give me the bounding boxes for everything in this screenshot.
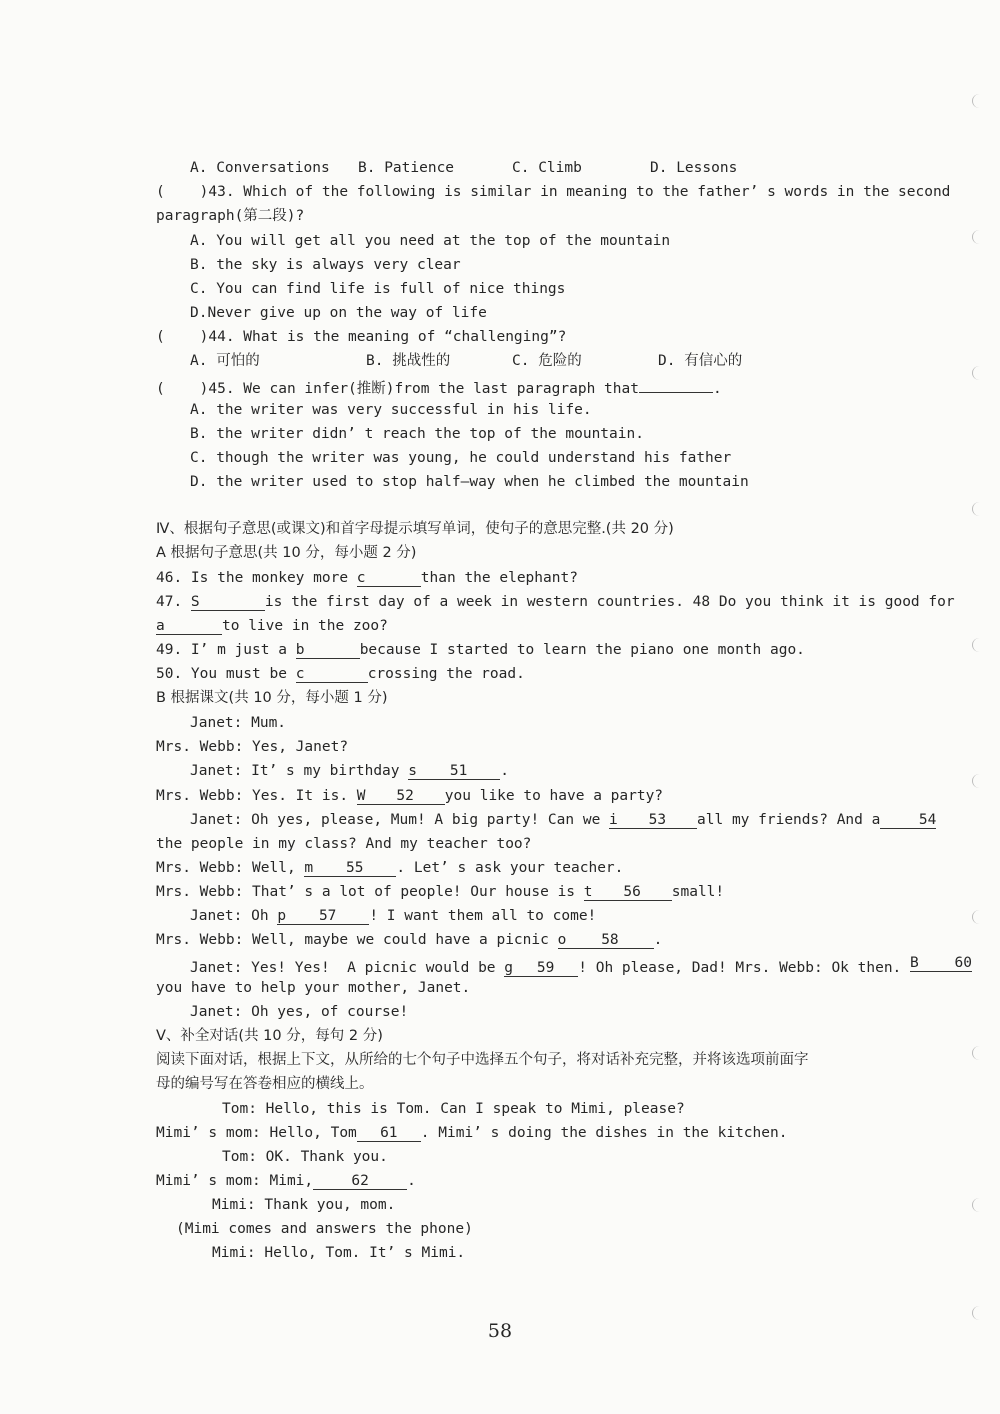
binding-mark xyxy=(972,1306,987,1320)
dialog1-line: you have to help your mother, Janet. xyxy=(156,980,471,996)
dialog1-line: Janet: Oh yes, of course! xyxy=(190,1004,409,1020)
blank-59[interactable] xyxy=(504,959,578,977)
dialog1-text-mid: all my friends? And a xyxy=(697,812,881,828)
q44-stem: ( )44. What is the meaning of “challenging”? xyxy=(156,329,567,345)
blank-60-initial: B xyxy=(910,955,919,971)
blank-58-number: 58 xyxy=(601,932,619,948)
q50-blank[interactable] xyxy=(296,665,368,683)
q50 xyxy=(156,664,896,684)
dialog1-text: Mrs. Webb: That’ s a lot of people! Our house is xyxy=(156,884,584,900)
blank-52-number: 52 xyxy=(396,788,414,804)
dialog2-line: Mimi: Hello, Tom. It’ s Mimi. xyxy=(212,1245,466,1261)
blank-61-number: 61 xyxy=(380,1125,398,1141)
dialog1-text: Mrs. Webb: Well, maybe we could have a picnic xyxy=(156,932,558,948)
q44-option-b: B. 挑战性的 xyxy=(366,353,451,369)
q45-answer-blank[interactable] xyxy=(639,375,713,393)
dialog1-text-end: ! I want them all to come! xyxy=(369,908,597,924)
q47-initial: S xyxy=(190,594,200,610)
binding-mark xyxy=(972,1046,987,1060)
q45-option-b: B. the writer didn’ t reach the top of the mountain. xyxy=(190,426,644,442)
section-4b-title: B 根据课文(共 10 分，每小题 1 分) xyxy=(156,690,388,706)
q42-option-b: B. Patience xyxy=(358,160,455,176)
dialog2-line: Tom: Hello, this is Tom. Can I speak to Mimi, please? xyxy=(222,1101,685,1117)
dialog1-text-end: . xyxy=(500,763,509,779)
blank-62[interactable] xyxy=(313,1172,407,1190)
q43-stem-cont: paragraph(第二段)? xyxy=(156,208,305,224)
blank-51[interactable] xyxy=(408,762,500,780)
blank-52-initial: W xyxy=(356,788,366,804)
blank-58[interactable] xyxy=(558,931,654,949)
blank-51-initial: s xyxy=(408,763,417,779)
q44-option-a: A. 可怕的 xyxy=(190,353,260,369)
dialog1-text: Mrs. Webb: Yes. It is. xyxy=(156,788,357,804)
blank-61[interactable] xyxy=(357,1124,421,1142)
dialog1-line-51 xyxy=(190,761,930,781)
dialog2-line: Mimi: Thank you, mom. xyxy=(212,1197,396,1213)
q49 xyxy=(156,640,896,660)
q42-option-a: A. Conversations xyxy=(190,160,330,176)
q45-stem-end: . xyxy=(712,381,722,397)
q42-option-c: C. Climb xyxy=(512,160,582,176)
binding-mark xyxy=(972,366,987,380)
q50-text-end: crossing the road. xyxy=(367,666,525,682)
dialog1-line-55 xyxy=(156,858,896,878)
q50-initial: c xyxy=(295,666,305,682)
binding-mark xyxy=(972,94,987,108)
section-4-title: Ⅳ、根据句子意思(或课文)和首字母提示填写单词，使句子的意思完整.(共 20 分) xyxy=(156,521,674,537)
dialog1-text-mid: ! Oh please, Dad! Mrs. Webb: Ok then. xyxy=(578,960,911,976)
q48-initial: a xyxy=(156,618,165,634)
blank-53[interactable] xyxy=(609,811,697,829)
q49-blank[interactable] xyxy=(296,641,360,659)
dialog1-text: Janet: Oh yes, please, Mum! A big party! Can we xyxy=(190,812,610,828)
dialog1-text-end: you like to have a party? xyxy=(444,788,664,804)
blank-60[interactable] xyxy=(910,954,972,972)
q42-options xyxy=(190,158,930,178)
q48 xyxy=(156,616,896,636)
q48-blank[interactable] xyxy=(156,617,222,635)
blank-57-initial: p xyxy=(277,908,287,924)
q42-option-d: D. Lessons xyxy=(650,160,738,176)
binding-mark xyxy=(972,1198,987,1212)
dialog1-line: Mrs. Webb: Yes, Janet? xyxy=(156,739,349,755)
binding-mark xyxy=(972,774,987,788)
dialog1-line-59-60 xyxy=(190,954,973,976)
dialog2-text-end: . Mimi’ s doing the dishes in the kitchen. xyxy=(420,1125,788,1141)
q46-text-end: than the elephant? xyxy=(420,570,578,586)
section-5-title: Ⅴ、补全对话(共 10 分，每句 2 分) xyxy=(156,1028,383,1044)
blank-55-initial: m xyxy=(304,860,314,876)
q49-initial: b xyxy=(295,642,305,658)
dialog2-line: Tom: OK. Thank you. xyxy=(222,1149,388,1165)
blank-59-number: 59 xyxy=(536,960,555,976)
section-4a-title: A 根据句子意思(共 10 分，每小题 2 分) xyxy=(156,545,417,561)
q43-option-c: C. You can find life is full of nice things xyxy=(190,281,566,297)
q47 xyxy=(156,592,955,612)
blank-59-initial: g xyxy=(504,960,514,976)
q46-text: 46. Is the monkey more xyxy=(156,570,357,586)
q45-option-a: A. the writer was very successful in his life. xyxy=(190,402,592,418)
blank-55-number: 55 xyxy=(346,860,364,876)
blank-56-initial: t xyxy=(583,884,593,900)
dialog2-text: Mimi’ s mom: Hello, Tom xyxy=(156,1125,357,1141)
dialog1-line-52 xyxy=(156,786,896,806)
q43-stem: ( )43. Which of the following is similar in meaning to the father’ s words in the second xyxy=(156,184,951,200)
q50-text: 50. You must be xyxy=(156,666,296,682)
blank-57[interactable] xyxy=(277,907,369,925)
binding-mark xyxy=(972,502,987,516)
q46-blank[interactable] xyxy=(357,569,421,587)
q44-option-d: D. 有信心的 xyxy=(658,353,743,369)
q49-text-end: because I started to learn the piano one month ago. xyxy=(359,642,805,658)
blank-53-initial: i xyxy=(609,812,618,828)
q45-option-d: D. the writer used to stop half—way when he climbed the mountain xyxy=(190,474,749,490)
q43-option-b: B. the sky is always very clear xyxy=(190,257,461,273)
dialog1-line-58 xyxy=(156,930,896,950)
dialog1-text-end: . Let’ s ask your teacher. xyxy=(396,860,624,876)
blank-58-initial: o xyxy=(557,932,567,948)
q48-text-end: to live in the zoo? xyxy=(222,618,388,634)
blank-56[interactable] xyxy=(584,883,672,901)
q45-stem xyxy=(156,375,896,395)
dialog2-line-61 xyxy=(156,1123,896,1143)
q43-option-a: A. You will get all you need at the top of the mountain xyxy=(190,233,671,249)
dialog1-text-end: . xyxy=(653,932,663,948)
blank-55[interactable] xyxy=(304,859,396,877)
dialog2-line-62 xyxy=(156,1171,896,1191)
dialog1-line-53-54 xyxy=(190,810,937,830)
dialog2-text: Mimi’ s mom: Mimi, xyxy=(156,1173,314,1189)
binding-mark xyxy=(972,638,987,652)
binding-mark xyxy=(972,910,987,924)
section-5-instructions-cont: 母的编号写在答卷相应的横线上。 xyxy=(156,1076,374,1092)
q44-options xyxy=(190,351,930,371)
q45-stem-text: ( )45. We can infer(推断)from the last paragraph that xyxy=(156,381,639,397)
dialog1-line: Janet: Mum. xyxy=(190,715,287,731)
binding-mark xyxy=(972,230,987,244)
dialog2-text-end: . xyxy=(407,1173,416,1189)
blank-56-number: 56 xyxy=(623,884,641,900)
dialog1-line: the people in my class? And my teacher too? xyxy=(156,836,532,852)
dialog2-stage-direction: (Mimi comes and answers the phone) xyxy=(176,1221,473,1237)
dialog1-text: Janet: Yes! Yes! A picnic would be xyxy=(190,960,505,976)
blank-54[interactable] xyxy=(880,811,936,829)
dialog1-line-56 xyxy=(156,882,896,902)
dialog1-text: Janet: It’ s my birthday xyxy=(190,763,409,779)
q47-text: 47. xyxy=(156,594,191,610)
blank-53-number: 53 xyxy=(648,812,667,828)
dialog1-text: Mrs. Webb: Well, xyxy=(156,860,305,876)
q45-option-c: C. though the writer was young, he could understand his father xyxy=(190,450,732,466)
section-5-instructions: 阅读下面对话，根据上下文，从所给的七个句子中选择五个句子，将对话补充完整，并将该选项前面字 xyxy=(156,1052,809,1068)
blank-51-number: 51 xyxy=(449,763,468,779)
blank-62-number: 62 xyxy=(351,1173,369,1189)
page-number: 58 xyxy=(487,1320,513,1342)
q46 xyxy=(156,568,896,588)
q46-initial: c xyxy=(356,570,366,586)
blank-60-number: 60 xyxy=(954,955,973,971)
dialog1-text-end: small! xyxy=(671,884,725,900)
blank-57-number: 57 xyxy=(318,908,337,924)
q49-text: 49. I’ m just a xyxy=(156,642,296,658)
q47-text-end: is the first day of a week in western countries. 48 Do you think it is good for xyxy=(264,594,955,610)
dialog1-line-57 xyxy=(190,906,930,926)
q44-option-c: C. 危险的 xyxy=(512,353,582,369)
blank-52[interactable] xyxy=(357,787,445,805)
blank-54-number: 54 xyxy=(918,812,937,828)
q47-blank[interactable] xyxy=(191,593,265,611)
dialog1-text: Janet: Oh xyxy=(190,908,278,924)
q43-option-d: D.Never give up on the way of life xyxy=(190,305,487,321)
